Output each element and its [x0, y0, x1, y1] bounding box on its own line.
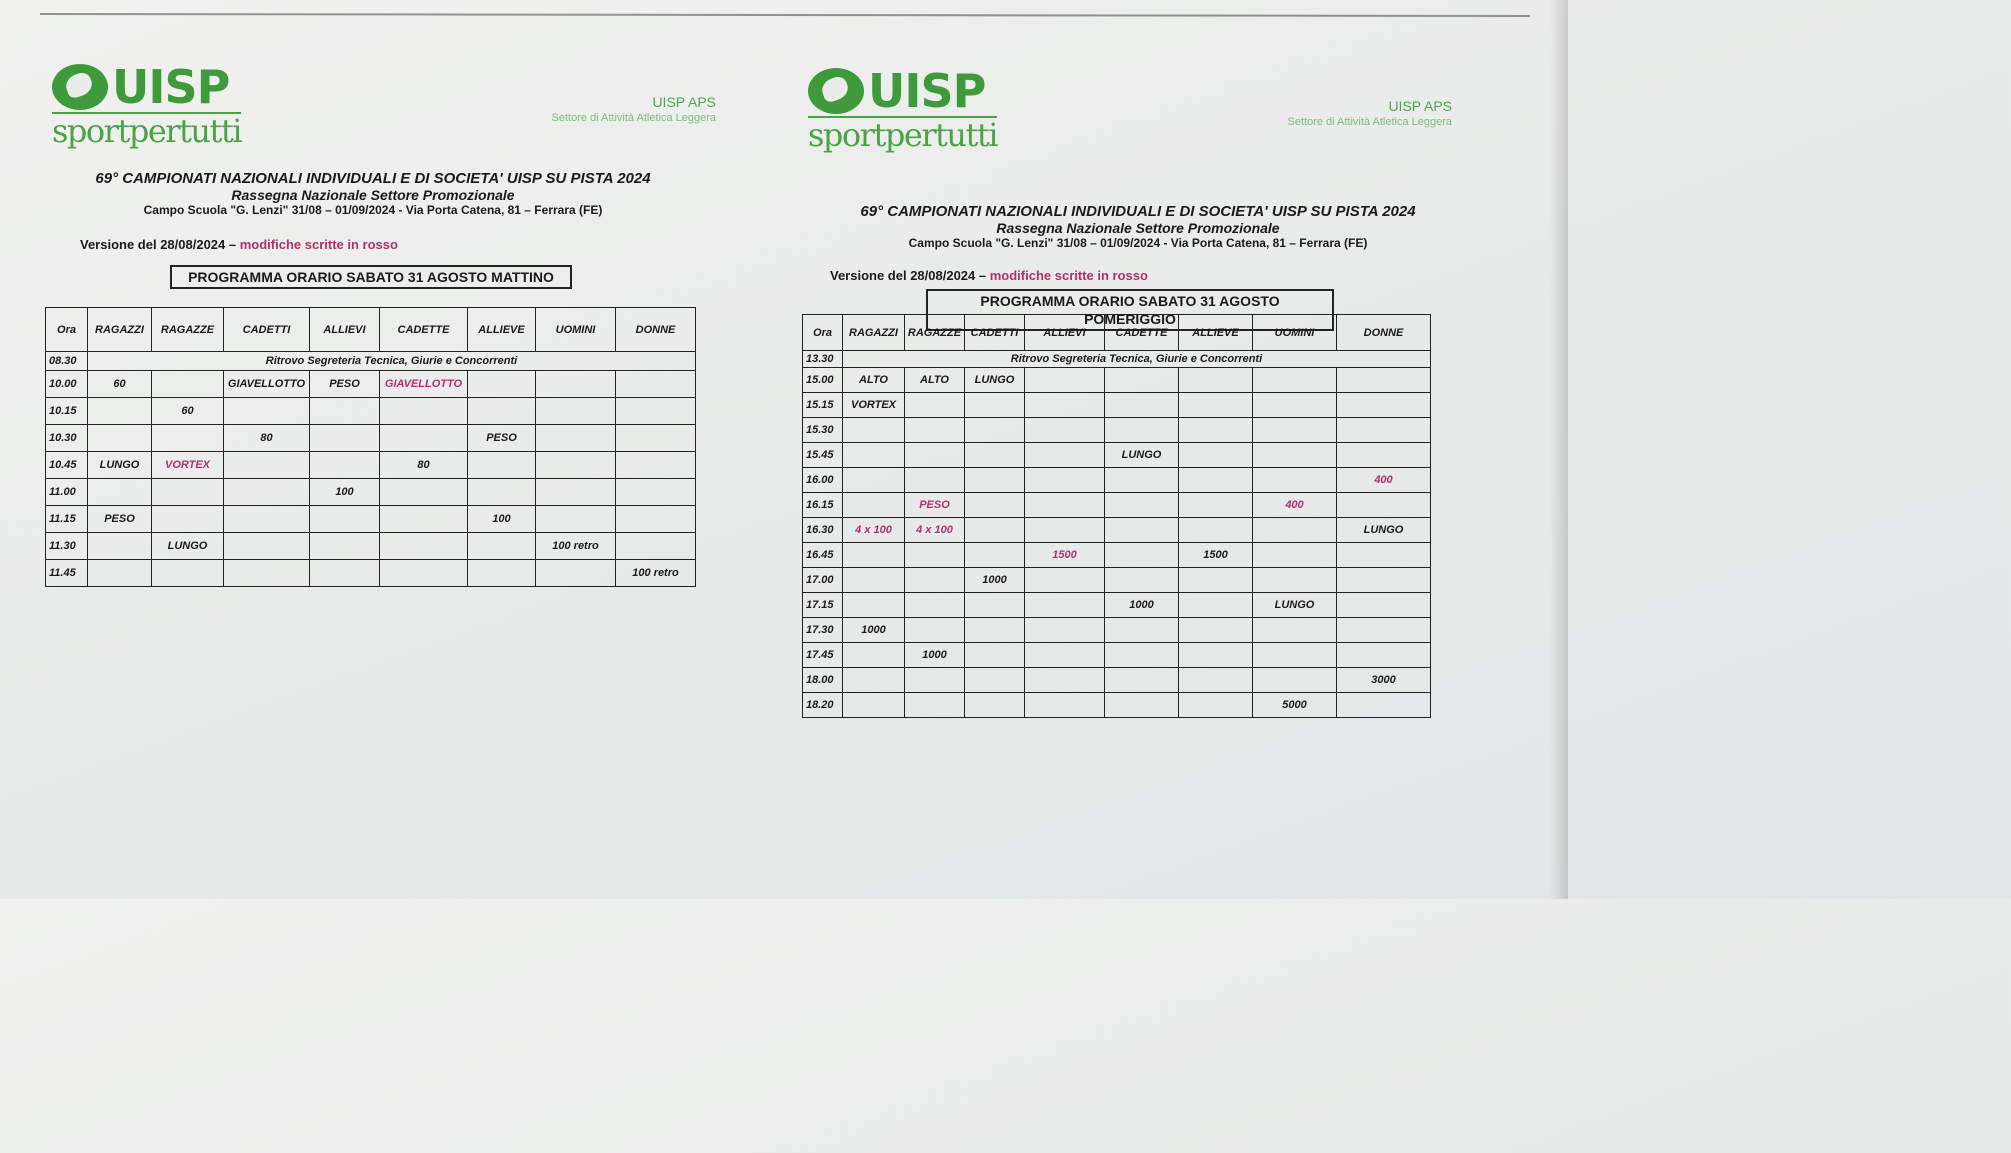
time-cell: 18.20	[803, 693, 843, 718]
column-header: RAGAZZE	[905, 315, 965, 351]
event-cell	[310, 398, 380, 425]
event-cell	[468, 533, 536, 560]
table-header-row	[803, 315, 1431, 351]
event-cell	[616, 533, 696, 560]
event-cell: 4 x 100	[843, 518, 905, 543]
event-cell: 1000	[965, 568, 1025, 593]
event-cell	[1179, 368, 1253, 393]
schedule-table-afternoon	[802, 314, 1431, 718]
event-cell	[1179, 468, 1253, 493]
event-cell	[965, 468, 1025, 493]
aps-subtitle: Settore di Attività Atletica Leggera	[551, 112, 716, 124]
event-cell	[1253, 643, 1337, 668]
time-cell: 16.00	[803, 468, 843, 493]
time-cell: 16.45	[803, 543, 843, 568]
column-header: UOMINI	[536, 308, 616, 352]
ritrovo-row	[46, 352, 696, 371]
column-header: CADETTI	[224, 308, 310, 352]
logo-tagline: sportpertutti	[52, 112, 241, 150]
event-cell	[310, 506, 380, 533]
event-cell	[380, 533, 468, 560]
event-cell: 400	[1337, 468, 1431, 493]
event-cell	[536, 398, 616, 425]
event-cell	[843, 443, 905, 468]
event-cell	[843, 593, 905, 618]
event-cell	[88, 560, 152, 587]
event-cell	[1105, 518, 1179, 543]
event-cell	[536, 479, 616, 506]
event-cell	[152, 425, 224, 452]
event-cell	[1253, 568, 1337, 593]
event-cell	[1253, 418, 1337, 443]
event-cell: GIAVELLOTTO	[380, 371, 468, 398]
event-cell	[616, 479, 696, 506]
event-cell: PESO	[88, 506, 152, 533]
event-cell	[905, 468, 965, 493]
event-cell	[1253, 668, 1337, 693]
event-cell	[1179, 418, 1253, 443]
event-cell	[468, 398, 536, 425]
column-header: RAGAZZI	[88, 308, 152, 352]
event-cell	[1337, 368, 1431, 393]
time-cell: 08.30	[46, 352, 88, 371]
time-cell: 15.30	[803, 418, 843, 443]
event-cell	[965, 418, 1025, 443]
event-cell: 5000	[1253, 693, 1337, 718]
event-cell	[1105, 468, 1179, 493]
event-cell	[380, 506, 468, 533]
version-note	[830, 268, 1148, 283]
event-cell	[616, 506, 696, 533]
uisp-logo	[808, 64, 997, 154]
schedule-row	[803, 443, 1431, 468]
version-changes-note: modifiche scritte in rosso	[989, 268, 1148, 283]
time-cell: 17.45	[803, 643, 843, 668]
event-cell	[1179, 693, 1253, 718]
uisp-emblem-icon	[52, 64, 108, 110]
event-cell	[1025, 368, 1105, 393]
time-cell: 10.30	[46, 425, 88, 452]
event-cell	[310, 533, 380, 560]
event-cell	[616, 398, 696, 425]
event-cell: ALTO	[843, 368, 905, 393]
event-cell	[88, 398, 152, 425]
column-header: ALLIEVE	[1179, 315, 1253, 351]
event-cell	[1025, 668, 1105, 693]
event-cell	[965, 668, 1025, 693]
table-header-row	[46, 308, 696, 352]
event-cell	[224, 506, 310, 533]
event-cell	[152, 560, 224, 587]
schedule-sheet-morning	[0, 0, 740, 899]
program-title: PROGRAMMA ORARIO SABATO 31 AGOSTO MATTINO	[170, 265, 572, 289]
schedule-row	[803, 393, 1431, 418]
column-header: DONNE	[1337, 315, 1431, 351]
event-cell	[380, 425, 468, 452]
event-cell	[1179, 593, 1253, 618]
event-cell	[1337, 493, 1431, 518]
event-cell	[843, 543, 905, 568]
version-date: Versione del 28/08/2024 –	[80, 237, 240, 252]
event-cell	[224, 398, 310, 425]
event-cell	[1179, 493, 1253, 518]
schedule-row	[46, 425, 696, 452]
event-cell	[468, 452, 536, 479]
schedule-row	[803, 643, 1431, 668]
event-cell	[1337, 418, 1431, 443]
event-cell	[965, 493, 1025, 518]
event-cell: 100 retro	[536, 533, 616, 560]
event-cell	[1337, 443, 1431, 468]
event-cell	[1025, 618, 1105, 643]
schedule-row	[803, 593, 1431, 618]
schedule-row	[46, 533, 696, 560]
event-cell: LUNGO	[88, 452, 152, 479]
version-date: Versione del 28/08/2024 –	[830, 268, 990, 283]
event-cell	[905, 593, 965, 618]
event-cell	[616, 425, 696, 452]
event-cell	[468, 371, 536, 398]
event-cell	[905, 668, 965, 693]
event-cell	[843, 668, 905, 693]
column-header: DONNE	[616, 308, 696, 352]
event-cell	[965, 643, 1025, 668]
event-cell	[616, 371, 696, 398]
event-cell	[310, 425, 380, 452]
schedule-row	[46, 398, 696, 425]
logo-brand: UISP	[868, 64, 986, 118]
event-cell	[1025, 468, 1105, 493]
event-title: 69° CAMPIONATI NAZIONALI INDIVIDUALI E DI SOCIETA' UISP SU PISTA 2024	[95, 170, 651, 187]
event-cell: VORTEX	[152, 452, 224, 479]
event-cell	[905, 543, 965, 568]
event-cell	[1179, 393, 1253, 418]
schedule-row	[803, 468, 1431, 493]
event-cell	[1105, 368, 1179, 393]
event-cell	[965, 393, 1025, 418]
event-cell	[965, 518, 1025, 543]
event-cell	[905, 443, 965, 468]
event-cell: 1500	[1179, 543, 1253, 568]
event-header	[800, 203, 1476, 250]
schedule-row	[803, 618, 1431, 643]
event-cell	[1105, 493, 1179, 518]
schedule-sheet-afternoon	[760, 0, 1460, 899]
event-cell	[843, 568, 905, 593]
column-header: RAGAZZE	[152, 308, 224, 352]
schedule-row	[46, 371, 696, 398]
event-cell	[88, 479, 152, 506]
event-cell	[1105, 393, 1179, 418]
event-cell	[1105, 543, 1179, 568]
schedule-row	[803, 368, 1431, 393]
event-cell	[88, 533, 152, 560]
event-cell	[905, 393, 965, 418]
event-cell: LUNGO	[965, 368, 1025, 393]
event-cell	[1337, 568, 1431, 593]
event-cell	[1105, 693, 1179, 718]
schedule-row	[803, 418, 1431, 443]
schedule-row	[46, 560, 696, 587]
event-title: 69° CAMPIONATI NAZIONALI INDIVIDUALI E DI SOCIETA' UISP SU PISTA 2024	[860, 203, 1416, 220]
schedule-row	[803, 518, 1431, 543]
event-cell	[1105, 668, 1179, 693]
event-cell	[1337, 393, 1431, 418]
version-note	[80, 237, 398, 252]
event-header	[40, 170, 706, 217]
ritrovo-cell: Ritrovo Segreteria Tecnica, Giurie e Concorrenti	[843, 351, 1431, 368]
uisp-logo	[52, 60, 241, 150]
event-cell	[380, 398, 468, 425]
event-cell	[1105, 568, 1179, 593]
event-subtitle: Rassegna Nazionale Settore Promozionale	[996, 220, 1280, 236]
aps-title: UISP APS	[1388, 98, 1452, 114]
event-cell	[1179, 618, 1253, 643]
event-cell	[1025, 568, 1105, 593]
event-cell	[1179, 443, 1253, 468]
event-cell: GIAVELLOTTO	[224, 371, 310, 398]
time-cell: 18.00	[803, 668, 843, 693]
event-cell: 80	[224, 425, 310, 452]
event-cell	[536, 560, 616, 587]
event-venue: Campo Scuola "G. Lenzi" 31/08 – 01/09/2024 - Via Porta Catena, 81 – Ferrara (FE)	[143, 203, 603, 217]
column-header: ALLIEVE	[468, 308, 536, 352]
event-cell	[905, 568, 965, 593]
event-cell	[843, 468, 905, 493]
event-cell	[905, 693, 965, 718]
event-cell	[965, 443, 1025, 468]
time-cell: 15.15	[803, 393, 843, 418]
time-cell: 11.30	[46, 533, 88, 560]
schedule-row	[46, 506, 696, 533]
event-cell: 400	[1253, 493, 1337, 518]
logo-brand: UISP	[112, 60, 230, 114]
column-header: ALLIEVI	[310, 308, 380, 352]
schedule-row	[803, 693, 1431, 718]
event-cell	[152, 371, 224, 398]
event-cell: PESO	[468, 425, 536, 452]
event-cell	[536, 506, 616, 533]
time-cell: 10.00	[46, 371, 88, 398]
event-cell	[905, 418, 965, 443]
time-cell: 15.00	[803, 368, 843, 393]
event-cell	[1337, 593, 1431, 618]
event-cell	[88, 425, 152, 452]
aps-title: UISP APS	[652, 94, 716, 110]
event-cell: LUNGO	[1253, 593, 1337, 618]
event-cell: LUNGO	[1337, 518, 1431, 543]
event-cell	[1025, 493, 1105, 518]
event-cell	[1105, 618, 1179, 643]
schedule-row	[46, 479, 696, 506]
event-cell	[468, 560, 536, 587]
event-cell: 4 x 100	[905, 518, 965, 543]
event-cell	[536, 371, 616, 398]
event-cell: VORTEX	[843, 393, 905, 418]
event-cell	[1337, 643, 1431, 668]
uisp-emblem-icon	[808, 68, 864, 114]
schedule-row	[803, 493, 1431, 518]
time-cell: 17.15	[803, 593, 843, 618]
event-cell	[843, 693, 905, 718]
event-cell	[965, 543, 1025, 568]
event-cell	[1179, 518, 1253, 543]
event-cell: 100 retro	[616, 560, 696, 587]
event-cell	[1179, 643, 1253, 668]
aps-block	[1234, 98, 1452, 128]
aps-subtitle: Settore di Attività Atletica Leggera	[1287, 116, 1452, 128]
schedule-row	[803, 668, 1431, 693]
column-header: CADETTE	[380, 308, 468, 352]
event-cell	[1337, 543, 1431, 568]
event-cell	[1025, 643, 1105, 668]
event-cell	[310, 452, 380, 479]
logo-tagline: sportpertutti	[808, 116, 997, 154]
time-cell: 16.30	[803, 518, 843, 543]
event-cell	[965, 593, 1025, 618]
schedule-row	[46, 452, 696, 479]
column-header: ALLIEVI	[1025, 315, 1105, 351]
event-cell: PESO	[310, 371, 380, 398]
event-cell: 100	[468, 506, 536, 533]
event-cell	[1105, 643, 1179, 668]
aps-block	[500, 94, 716, 124]
event-cell	[965, 693, 1025, 718]
schedule-row	[803, 543, 1431, 568]
event-cell	[1253, 443, 1337, 468]
paper-edge-shadow	[1550, 0, 1568, 899]
column-header: CADETTI	[965, 315, 1025, 351]
event-cell	[224, 560, 310, 587]
time-cell: 11.15	[46, 506, 88, 533]
schedule-row	[803, 568, 1431, 593]
event-cell: 1500	[1025, 543, 1105, 568]
event-cell	[1025, 518, 1105, 543]
event-cell: LUNGO	[152, 533, 224, 560]
time-cell: 13.30	[803, 351, 843, 368]
event-cell	[1025, 593, 1105, 618]
event-cell	[1253, 393, 1337, 418]
time-cell: 10.45	[46, 452, 88, 479]
event-cell: 1000	[843, 618, 905, 643]
program-title: PROGRAMMA ORARIO SABATO 31 AGOSTO POMERIGGIO	[926, 289, 1334, 331]
event-cell	[1025, 418, 1105, 443]
event-cell: 1000	[905, 643, 965, 668]
event-cell	[1337, 693, 1431, 718]
event-cell: LUNGO	[1105, 443, 1179, 468]
ritrovo-cell: Ritrovo Segreteria Tecnica, Giurie e Concorrenti	[88, 352, 696, 371]
event-cell: 60	[152, 398, 224, 425]
event-cell	[616, 452, 696, 479]
event-cell	[536, 452, 616, 479]
event-cell	[1337, 618, 1431, 643]
time-cell: 17.30	[803, 618, 843, 643]
event-cell: 80	[380, 452, 468, 479]
event-cell	[152, 506, 224, 533]
event-cell	[1179, 668, 1253, 693]
schedule-table-morning	[45, 307, 696, 587]
event-cell	[536, 425, 616, 452]
event-cell: ALTO	[905, 368, 965, 393]
event-cell	[1253, 368, 1337, 393]
event-cell: PESO	[905, 493, 965, 518]
event-cell	[468, 479, 536, 506]
event-cell	[843, 418, 905, 443]
event-cell: 3000	[1337, 668, 1431, 693]
column-header: CADETTE	[1105, 315, 1179, 351]
event-cell	[905, 618, 965, 643]
event-cell	[224, 533, 310, 560]
event-venue: Campo Scuola "G. Lenzi" 31/08 – 01/09/2024 - Via Porta Catena, 81 – Ferrara (FE)	[908, 236, 1368, 250]
event-cell	[152, 479, 224, 506]
column-header: Ora	[46, 308, 88, 352]
event-cell	[1025, 393, 1105, 418]
event-cell	[1253, 618, 1337, 643]
event-cell	[1105, 418, 1179, 443]
event-cell	[843, 493, 905, 518]
event-cell: 60	[88, 371, 152, 398]
time-cell: 10.15	[46, 398, 88, 425]
event-cell	[965, 618, 1025, 643]
time-cell: 11.45	[46, 560, 88, 587]
time-cell: 15.45	[803, 443, 843, 468]
column-header: Ora	[803, 315, 843, 351]
event-cell	[1025, 443, 1105, 468]
event-cell: 100	[310, 479, 380, 506]
event-cell: 1000	[1105, 593, 1179, 618]
event-cell	[380, 479, 468, 506]
event-cell	[1253, 543, 1337, 568]
time-cell: 17.00	[803, 568, 843, 593]
event-cell	[1025, 693, 1105, 718]
event-cell	[224, 479, 310, 506]
time-cell: 16.15	[803, 493, 843, 518]
event-subtitle: Rassegna Nazionale Settore Promozionale	[231, 187, 515, 203]
event-cell	[1179, 568, 1253, 593]
event-cell	[1253, 518, 1337, 543]
event-cell	[1253, 468, 1337, 493]
event-cell	[224, 452, 310, 479]
ritrovo-row	[803, 351, 1431, 368]
time-cell: 11.00	[46, 479, 88, 506]
column-header: RAGAZZI	[843, 315, 905, 351]
column-header: UOMINI	[1253, 315, 1337, 351]
event-cell	[310, 560, 380, 587]
event-cell	[380, 560, 468, 587]
event-cell	[843, 643, 905, 668]
version-changes-note: modifiche scritte in rosso	[239, 237, 398, 252]
